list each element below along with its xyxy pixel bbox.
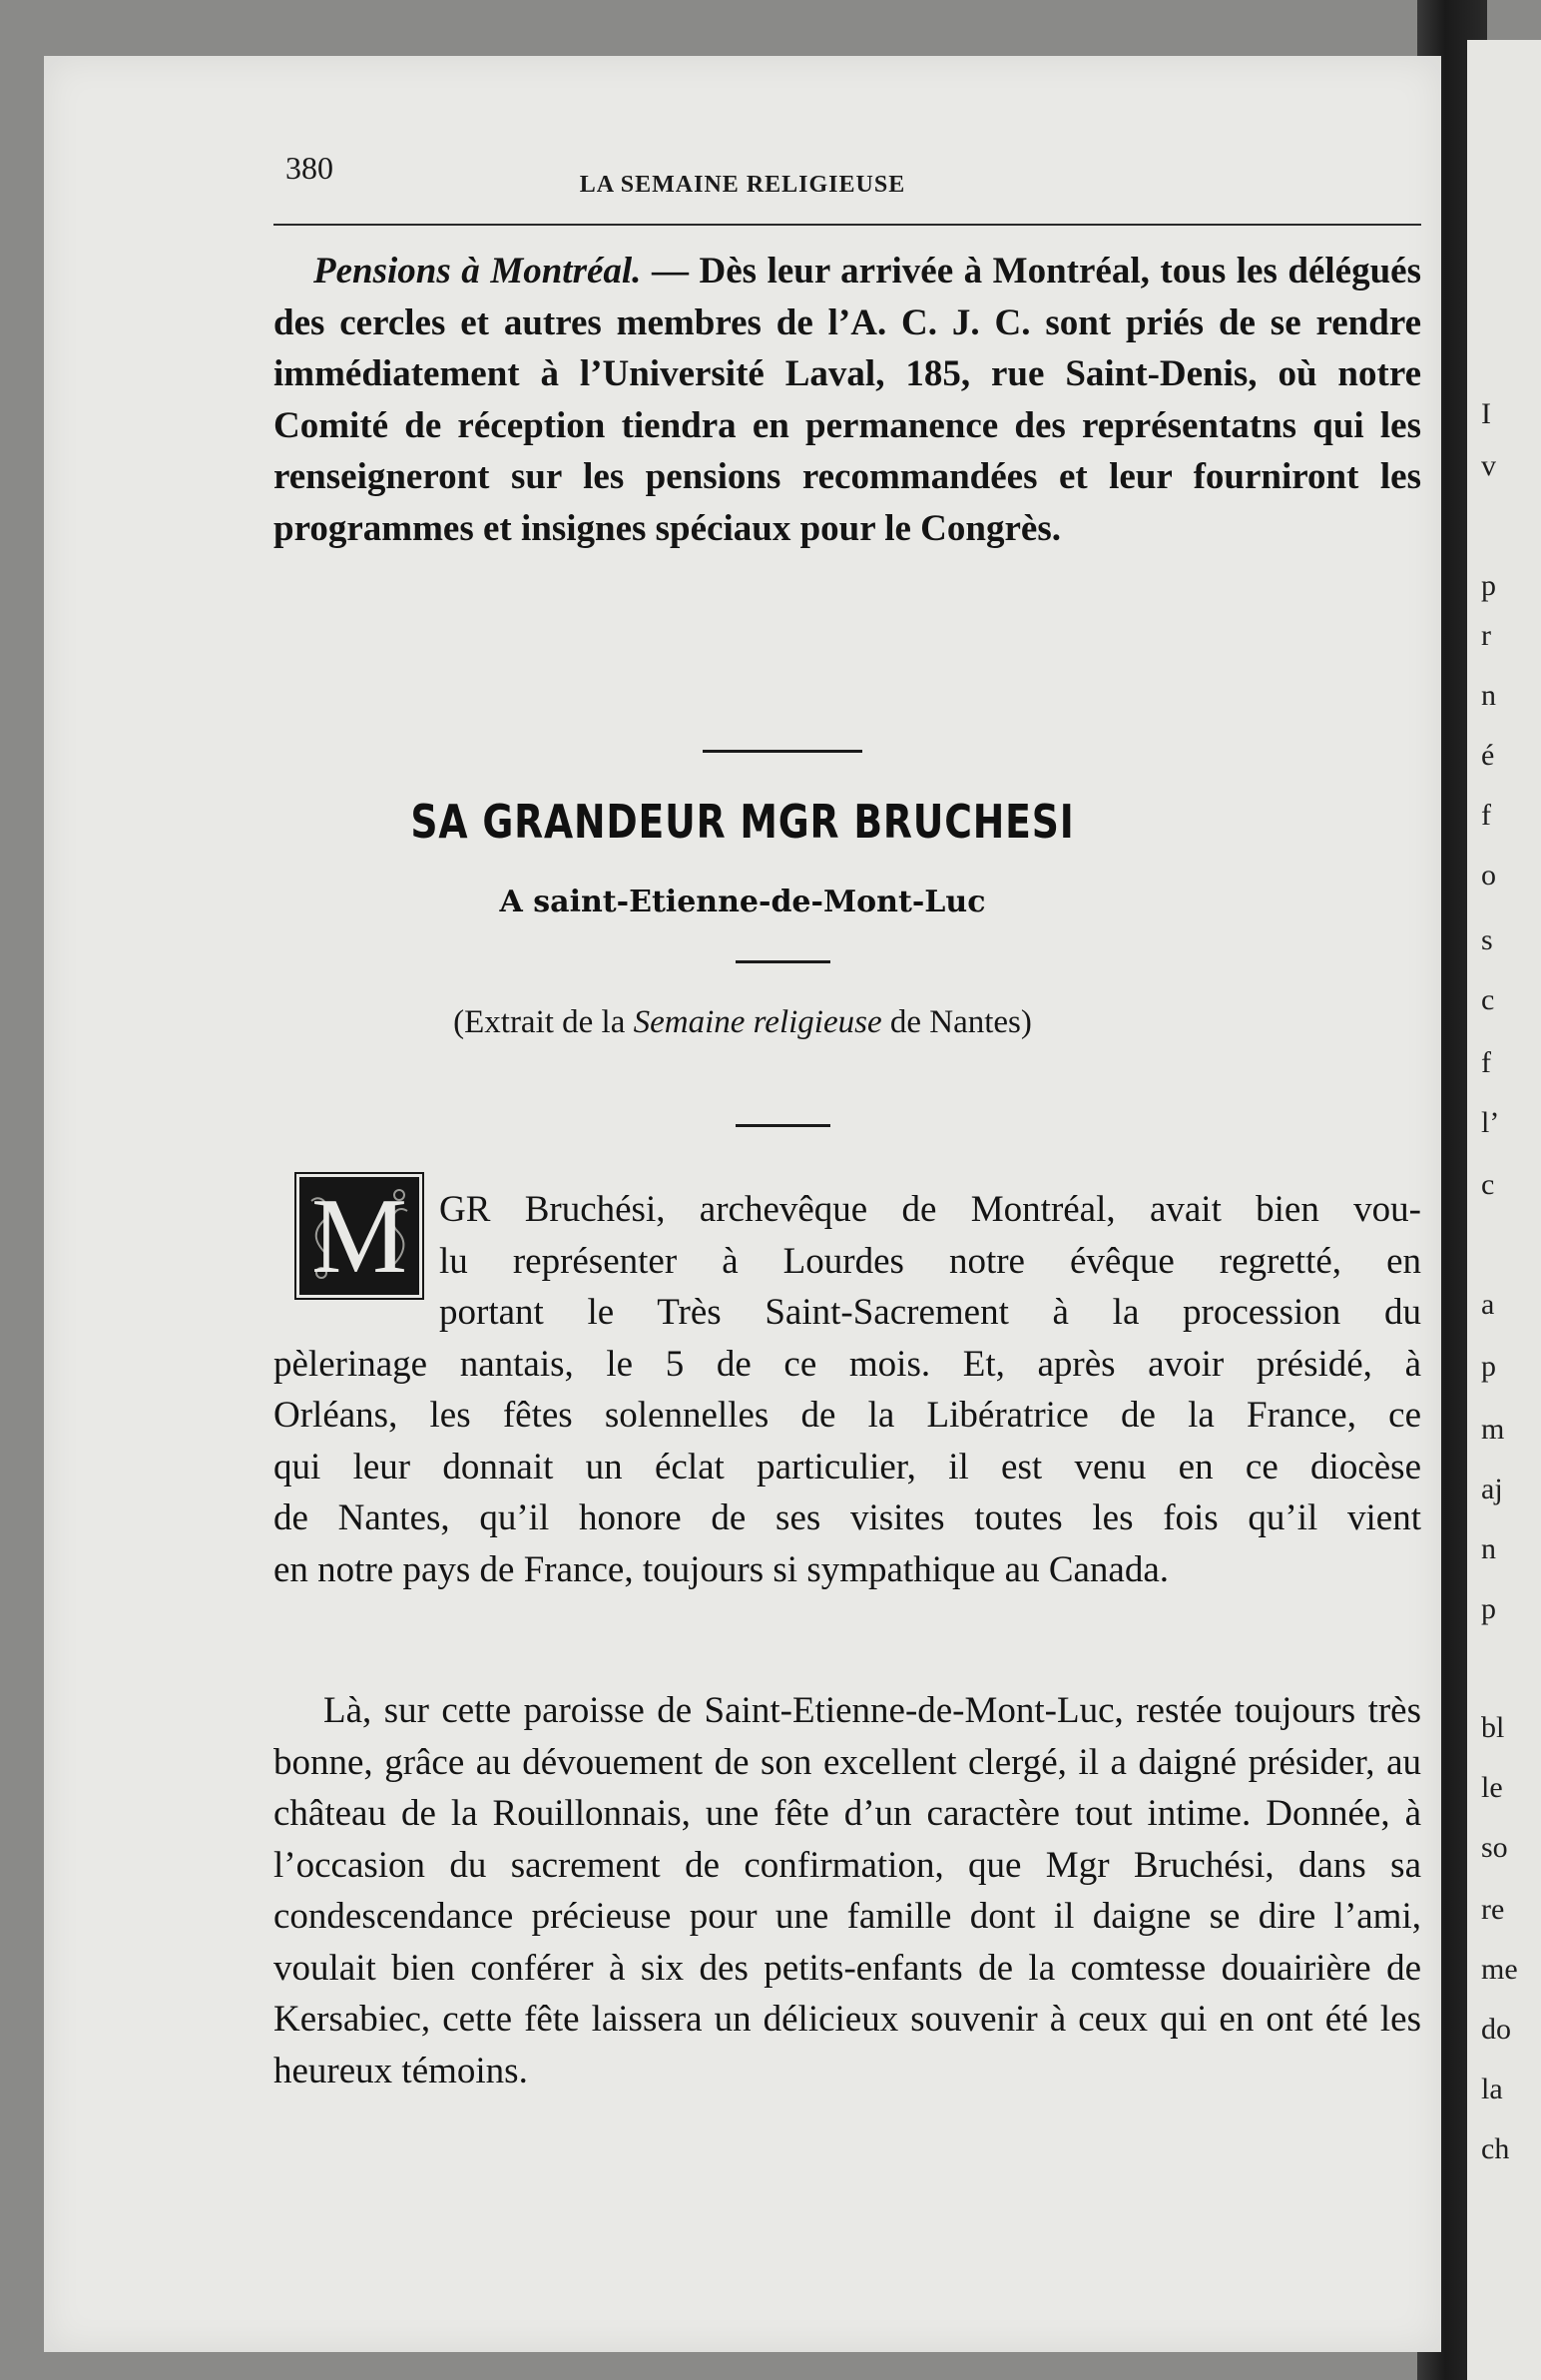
source-divider: [736, 1124, 830, 1127]
adjacent-page: [1467, 40, 1541, 2380]
running-head: LA SEMAINE RELIGIEUSE: [579, 172, 906, 198]
adjacent-page-fragment: aj: [1481, 1473, 1503, 1505]
source-line: [44, 1004, 1441, 1041]
adjacent-page-fragment: c: [1481, 983, 1495, 1016]
adjacent-page-fragment: n: [1481, 1532, 1496, 1565]
paragraph-line: qui leur donnait un éclat particulier, il est venu en ce diocèse: [273, 1446, 1421, 1488]
adjacent-page-fragment: la: [1481, 2073, 1503, 2105]
header-rule: [273, 224, 1421, 226]
adjacent-page-fragment: me: [1481, 1953, 1518, 1986]
adjacent-page-fragment: l’: [1481, 1106, 1500, 1139]
adjacent-page-fragment: ch: [1481, 2132, 1510, 2165]
article-title: SA GRANDEUR MGR BRUCHESI: [410, 795, 1075, 849]
paragraph-line: portant le Très Saint-Sacrement à la procession du: [439, 1292, 1421, 1333]
adjacent-page-fragment: m: [1481, 1413, 1505, 1446]
adjacent-page-fragment: c: [1481, 1168, 1495, 1201]
adjacent-page-fragment: n: [1481, 679, 1496, 712]
adjacent-page-fragment: f: [1481, 1046, 1491, 1079]
paragraph-line: GR Bruchési, archevêque de Montréal, avait bien vou-: [439, 1189, 1421, 1230]
section-divider: [703, 750, 862, 753]
source-suffix: de Nantes): [881, 1004, 1032, 1040]
adjacent-page-fragment: é: [1481, 739, 1495, 772]
paragraph-line: lu représenter à Lourdes notre évêque regretté, en: [439, 1240, 1421, 1282]
adjacent-page-fragment: p: [1481, 1350, 1496, 1383]
adjacent-page-fragment: so: [1481, 1831, 1508, 1864]
adjacent-page-fragment: r: [1481, 619, 1491, 652]
adjacent-page-fragment: do: [1481, 2013, 1511, 2046]
adjacent-page-fragment: s: [1481, 923, 1493, 956]
source-prefix: (Extrait de la: [453, 1004, 634, 1040]
notice-paragraph: [273, 246, 1421, 554]
source-title: Semaine religieuse: [633, 1004, 882, 1040]
adjacent-page-fragment: f: [1481, 799, 1491, 832]
paragraph-line: Orléans, les fêtes solennelles de la Libératrice de la France, ce: [273, 1395, 1421, 1436]
adjacent-page-fragment: le: [1481, 1771, 1503, 1804]
book-page: [44, 56, 1441, 2352]
title-divider: [736, 960, 830, 963]
adjacent-page-fragment: p: [1481, 1592, 1496, 1625]
article-paragraph-2: Là, sur cette paroisse de Saint-Etienne-de-Mont-Luc, restée toujours très bonne, grâce au dévouement de son excellent clergé, il a daigné présider, au château de la Rouillonnais, une fête d’un caractère tout intime. Donnée, à l’occasion du sacrement de confirmation, que Mgr Bruchési, dans sa condescendance précieuse pour une famille dont il daigne se dire l’ami, voulait bien conférer à six des petits-enfants de la comtesse douairière de Kersabiec, cette fête laissera un délicieux souvenir à ceux qui en ont été les heureux témoins.: [273, 1690, 1421, 2091]
article-subtitle: A saint-Etienne-de-Mont-Luc: [499, 885, 986, 919]
adjacent-page-fragment: v: [1481, 449, 1496, 482]
paragraph-line: en notre pays de France, toujours si sympathique au Canada.: [273, 1548, 1170, 1590]
adjacent-page-fragment: bl: [1481, 1711, 1505, 1744]
drop-cap-letter: M: [310, 1177, 408, 1296]
adjacent-page-fragment: a: [1481, 1288, 1495, 1321]
adjacent-page-fragment: I: [1481, 397, 1491, 430]
paragraph-line: pèlerinage nantais, le 5 de ce mois. Et, après avoir présidé, à: [273, 1343, 1421, 1385]
adjacent-page-fragment: re: [1481, 1893, 1505, 1926]
adjacent-page-fragment: p: [1481, 569, 1496, 602]
notice-text: — Dès leur arrivée à Montréal, tous les délégués des cercles et autres membres de l’A. C. J. C. sont priés de se rendre immédiatement à l’Université Laval, 185, rue Saint-Denis, où notre Comité de réception tiendra en permanence des représentatns qui les renseigneront sur les pensions recommandées et leur fourniront les programmes et insignes spéciaux pour le Congrès.: [273, 251, 1421, 549]
adjacent-page-fragment: o: [1481, 859, 1496, 892]
paragraph-line: de Nantes, qu’il honore de ses visites toutes les fois qu’il vient: [273, 1497, 1421, 1538]
page-number: 380: [285, 150, 333, 186]
notice-lead: Pensions à Montréal.: [313, 251, 642, 292]
article-paragraph-1: [273, 1184, 1421, 1595]
